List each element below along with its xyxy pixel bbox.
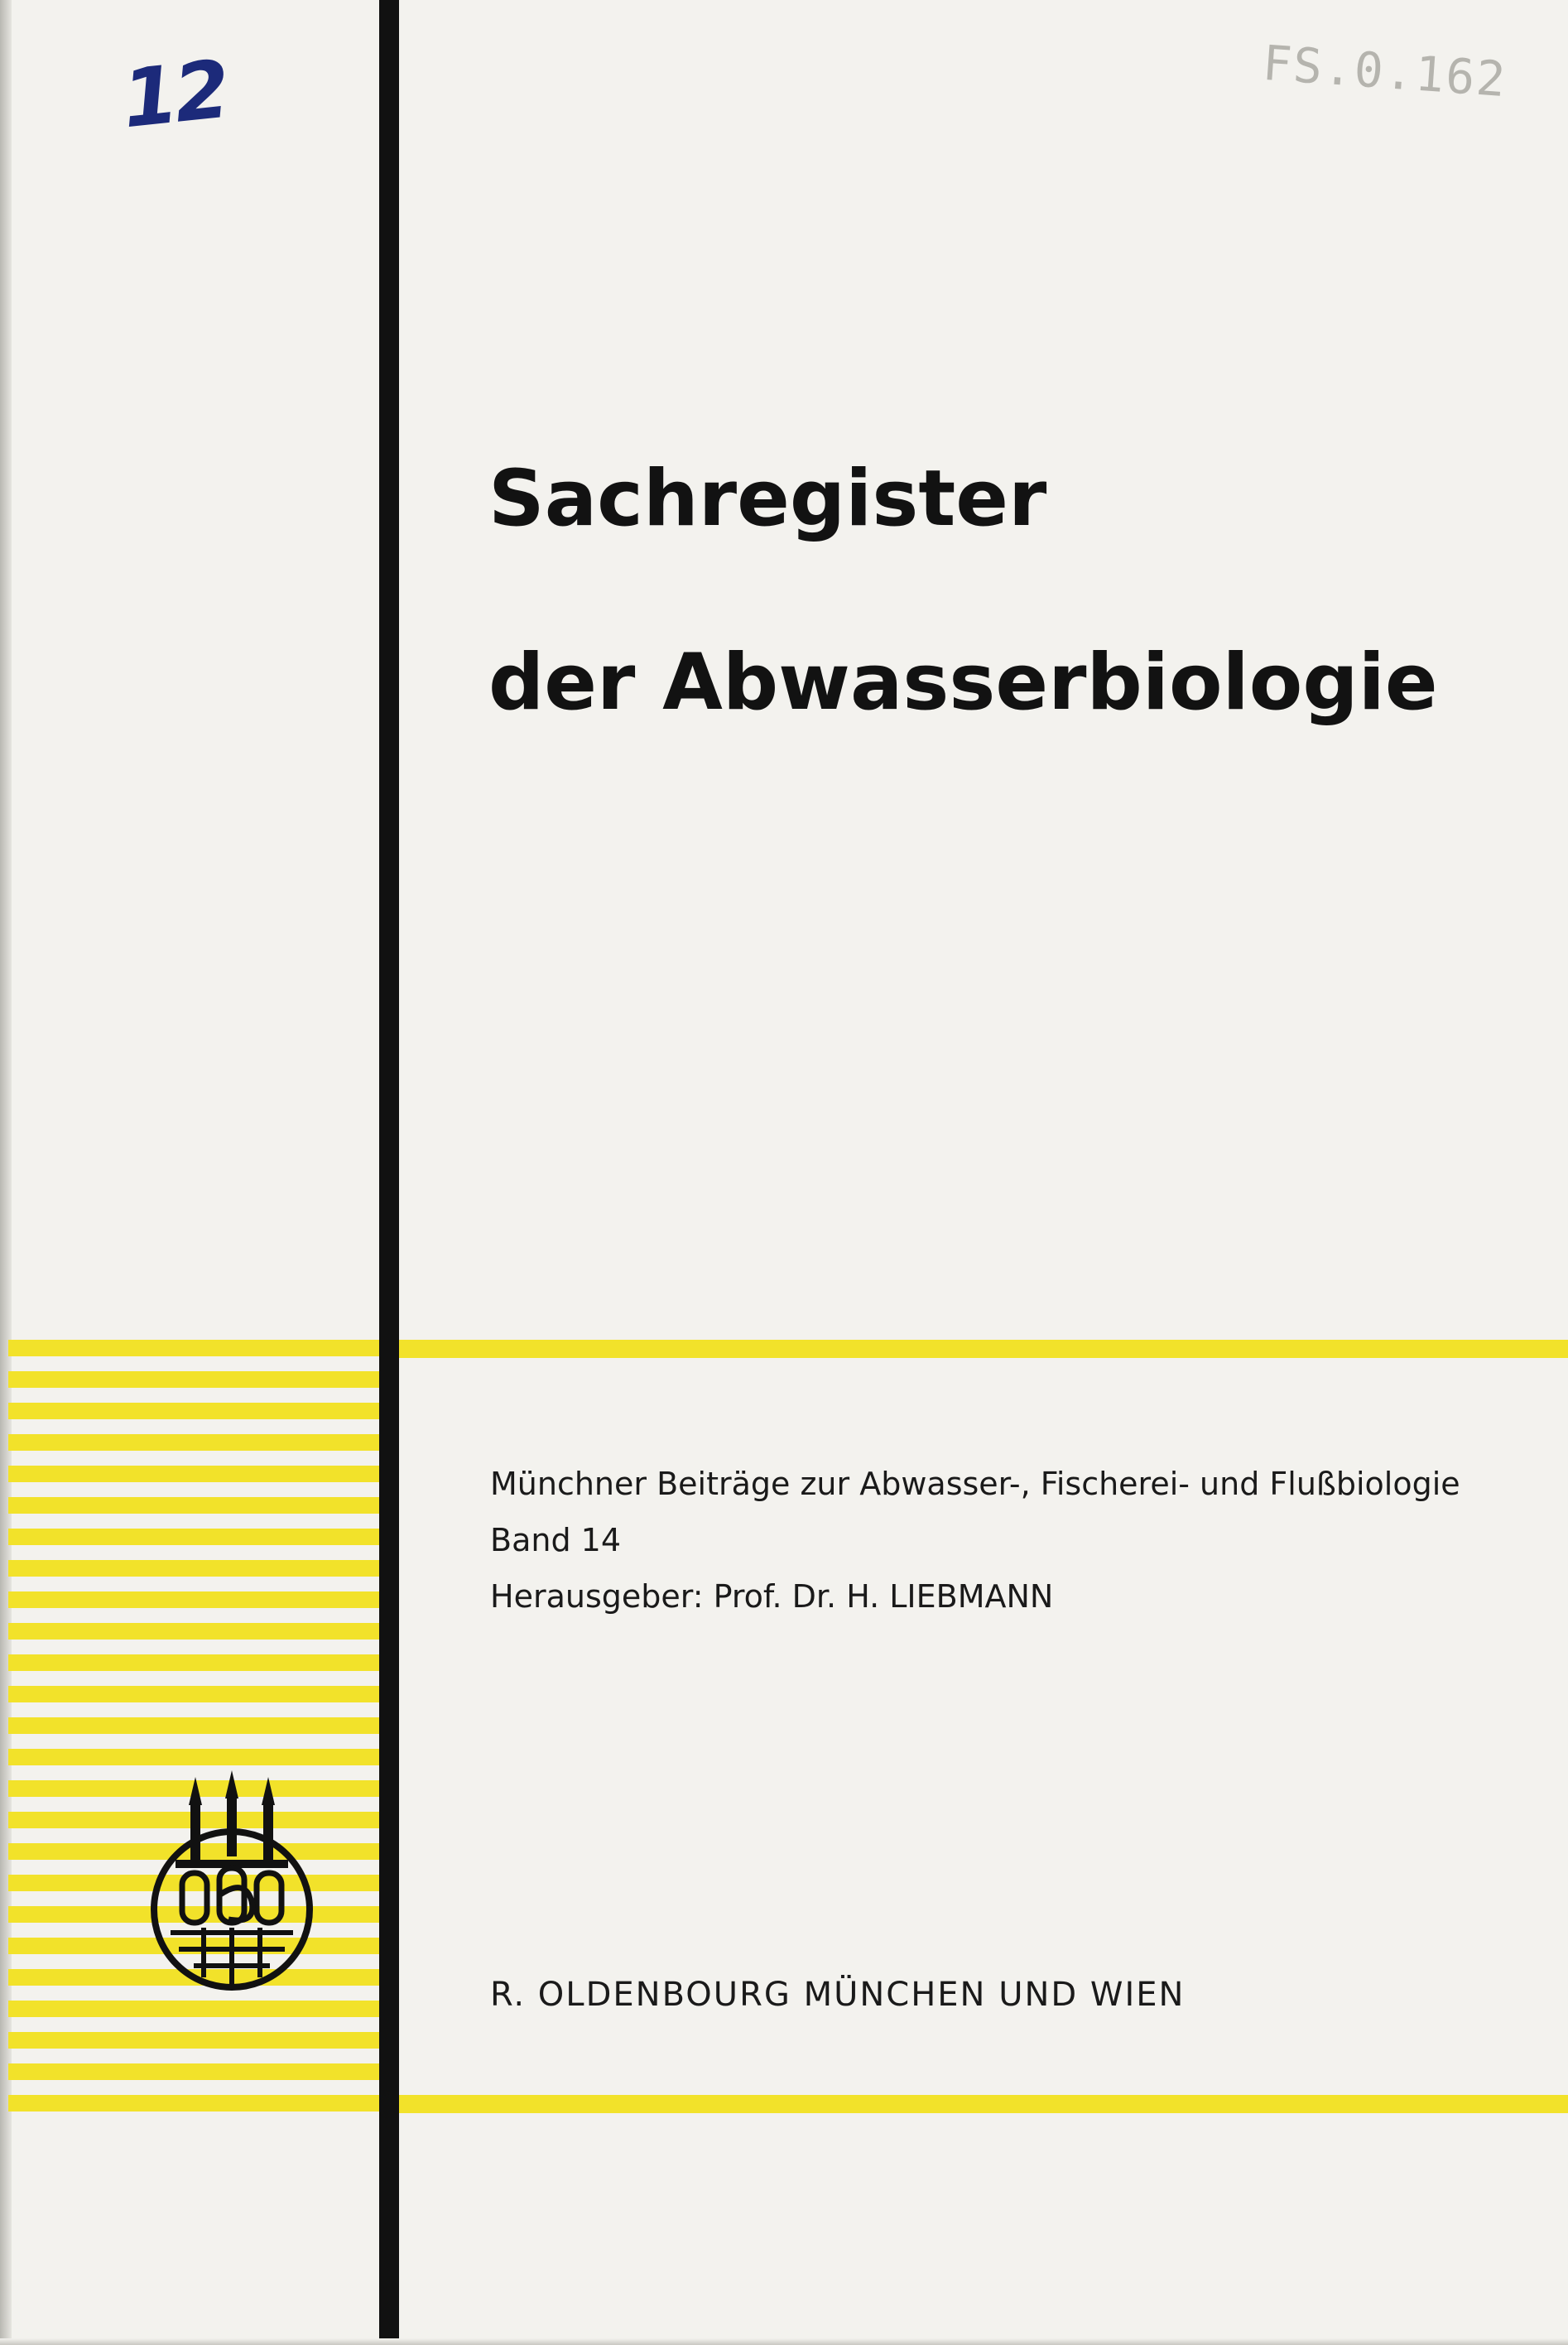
series-title: Münchner Beiträge zur Abwasser-, Fischerei- und Flußbiologie	[490, 1466, 1460, 1502]
handwritten-number: 12	[118, 42, 232, 147]
cover-left-edge	[0, 0, 12, 2345]
title-line-2: der Abwasserbiologie	[488, 638, 1438, 728]
stripe	[8, 1749, 379, 1765]
stripe	[8, 1497, 379, 1514]
vertical-black-bar	[379, 0, 399, 2345]
stripe	[8, 1686, 379, 1702]
stripe	[8, 1434, 379, 1451]
stripe	[8, 1717, 379, 1734]
stripe	[8, 2095, 379, 2111]
stripe	[8, 1371, 379, 1388]
editor-label: Herausgeber: Prof. Dr. H. LIEBMANN	[490, 1578, 1054, 1615]
stripe	[8, 2032, 379, 2049]
stripe	[8, 1623, 379, 1640]
stripe	[8, 1529, 379, 1545]
publisher-name: R. OLDENBOURG MÜNCHEN UND WIEN	[490, 1976, 1186, 2014]
stripe	[8, 1466, 379, 1482]
stripe	[8, 1403, 379, 1419]
oldenbourg-cathedral-emblem-icon	[146, 1770, 318, 1994]
stripe	[8, 1340, 379, 1356]
bottom-divider-stripe	[399, 2095, 1568, 2113]
stripe	[8, 1654, 379, 1671]
stripe	[8, 1560, 379, 1577]
cover-bottom-edge	[0, 2338, 1568, 2345]
volume-label: Band 14	[490, 1522, 621, 1558]
archive-mark: FS.0.162	[1260, 34, 1509, 108]
top-divider-stripe	[399, 1340, 1568, 1358]
stripe	[8, 1591, 379, 1608]
title-line-1: Sachregister	[488, 454, 1047, 544]
stripe	[8, 2063, 379, 2080]
stripe	[8, 2001, 379, 2017]
